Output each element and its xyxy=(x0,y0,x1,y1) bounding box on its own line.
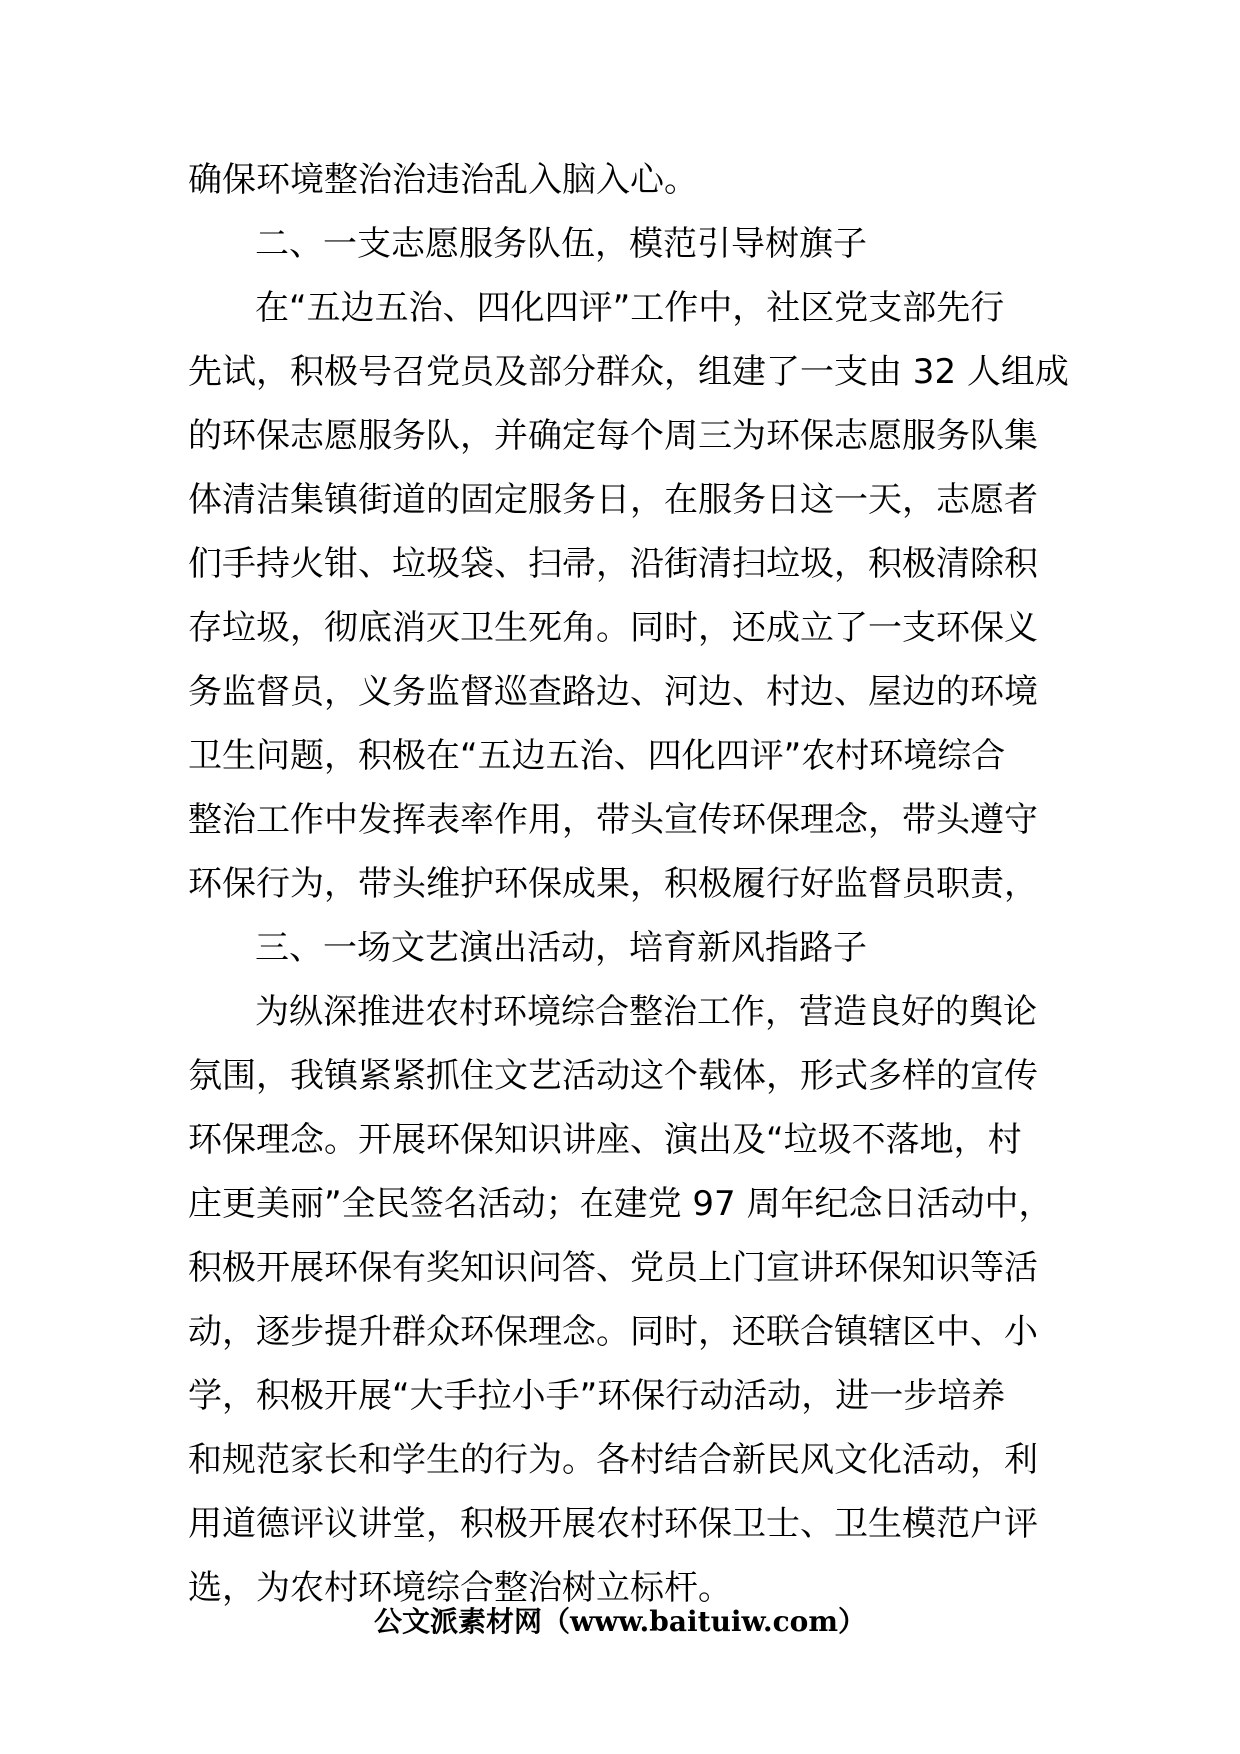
text-line: 的环保志愿服务队，并确定每个周三为环保志愿服务队集 xyxy=(188,416,1038,456)
text-line: 为纵深推进农村环境综合整治工作，营造良好的舆论 xyxy=(255,992,1037,1032)
text-line: 体清洁集镇街道的固定服务日，在服务日这一天，志愿者 xyxy=(188,480,1038,520)
text-line: 积极开展环保有奖知识问答、党员上门宣讲环保知识等活 xyxy=(188,1248,1038,1288)
text-line: 整治工作中发挥表率作用，带头宣传环保理念，带头遵守 xyxy=(188,800,1038,840)
text-line: 们手持火钳、垃圾袋、扫帚，沿街清扫垃圾，积极清除积 xyxy=(188,544,1038,584)
text-line: 在“五边五治、四化四评”工作中，社区党支部先行 xyxy=(255,288,1005,328)
text-line: 氛围，我镇紧紧抓住文艺活动这个载体，形式多样的宣传 xyxy=(188,1056,1038,1096)
text-line: 学，积极开展“大手拉小手”环保行动活动，进一步培养 xyxy=(188,1376,1006,1416)
section-heading: 二、一支志愿服务队伍，模范引导树旗子 xyxy=(255,224,867,264)
text-line: 和规范家长和学生的行为。各村结合新民风文化活动，利 xyxy=(188,1440,1038,1480)
text-line: 卫生问题，积极在“五边五治、四化四评”农村环境综合 xyxy=(188,736,1006,776)
text-line: 选，为农村环境综合整治树立标杆。 xyxy=(188,1568,732,1608)
section-heading: 三、一场文艺演出活动，培育新风指路子 xyxy=(255,928,867,968)
text-line: 务监督员，义务监督巡查路边、河边、村边、屋边的环境 xyxy=(188,672,1038,712)
text-line: 环保行为，带头维护环保成果，积极履行好监督员职责， xyxy=(188,864,1038,904)
document-body xyxy=(188,148,1069,1620)
text-line: 先试，积极号召党员及部分群众，组建了一支由 32 人组成 xyxy=(188,352,1069,392)
text-line: 动，逐步提升群众环保理念。同时，还联合镇辖区中、小 xyxy=(188,1312,1038,1352)
text-line: 庄更美丽”全民签名活动；在建党 97 周年纪念日活动中， xyxy=(188,1184,1053,1224)
page-footer: 公文派素材网（www.baituiw.com） xyxy=(374,1605,866,1638)
text-line: 存垃圾，彻底消灭卫生死角。同时，还成立了一支环保义 xyxy=(188,608,1038,648)
text-line: 环保理念。开展环保知识讲座、演出及“垃圾不落地，村 xyxy=(188,1120,1022,1160)
text-line: 用道德评议讲堂，积极开展农村环保卫士、卫生模范户评 xyxy=(188,1504,1038,1544)
text-line: 确保环境整治治违治乱入脑入心。 xyxy=(188,160,698,200)
